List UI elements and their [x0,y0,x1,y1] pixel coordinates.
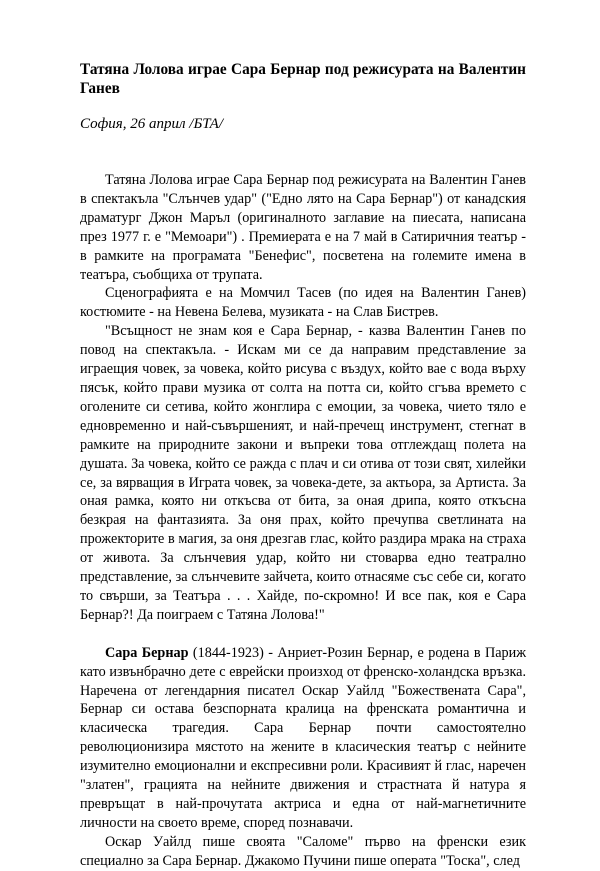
article-body [80,171,526,871]
paragraph-director-quote: "Всъщност не знам коя е Сара Бернар, - казва Валентин Ганев по повод на спектакъла. - Искам ми се да направим представление за играещия човек, за човека, който рисува с въздух, който вае с вода върху пясък, който прави музика от солта на потта си, който сгъва времето с оголените си сетива, който жонглира с емоции, за човека, чието тяло е едновременно и най-съвършеният, и най-пречещ инструмент, стегнат в рамките на природните закони и въпреки това отглеждащ полета на душата. За човека, който се ражда с плач и си отива от този свят, хилейки се, за вярващия в Играта човек, за човека-дете, за актьора, за Артиста. За оная рамка, която ни откъсва от бита, за оная дрипа, която откъсна безкрая на фантазията. За оня прах, който пречупва светлината на прожекторите в магия, за оня дрезгав глас, който раздира мрака на страха от живота. За слънчевия удар, който ни стоварва едно театрално представление, за слънчевите зайчета, които отнасяме със себе си, когато то свърши, за Театъра . . . Хайде, по-скромно! И все пак, коя е Сара Бернар?! Да поиграем с Татяна Лолова!" [80,323,526,623]
article-title: Татяна Лолова играе Сара Бернар под режисурата на Валентин Ганев [80,61,526,97]
bio-text: (1844-1923) - Анриет-Розин Бернар, е родена в Париж като извънбрачно дете с еврейски произход от френско-холандска връзка. Наречена от легендарния писател Оскар Уайлд "Божествената Сара", Бернар си остава безспорната кралица на френската романтична и класическа трагедия. Сара Бернар почти самостоятелно революционизира мястото на жените в класическия театър с нейните изумително емоционални и експресивни роли. Красивият й глас, наречен "златен", грацията на нейните движения и страстната й натура я превръщат в най-прочутата актриса и една от най-магнетичните личности на своето време, според познавачи. [80,644,526,831]
article-dateline: София, 26 април /БТА/ [80,116,224,132]
paragraph-intro: Татяна Лолова играе Сара Бернар под режисурата на Валентин Ганев в спектакъла "Слънчев удар" ("Едно лято на Сара Бернар") от канадския драматург Джон Маръл (оригиналното заглавие на пиесата, написана през 1977 г. е "Мемоари") . Премиерата е на 7 май в Сатиричния театър - в рамките на програмата "Бенефис", посветена на големите имена в театъра, съобщиха от трупата. [80,172,526,283]
paragraph-bio [80,644,526,833]
paragraph-credits: Сценографията е на Момчил Тасев (по идея на Валентин Ганев) костюмите - на Невена Белева, музиката - на Слав Бистрев. [80,285,526,321]
document-page [80,60,526,871]
bio-name: Сара Бернар [105,644,189,661]
paragraph-closing: Оскар Уайлд пише своята "Саломе" първо на френски език специално за Сара Бернар. Джакомо Пучини пише операта "Тоска", след [80,833,526,869]
